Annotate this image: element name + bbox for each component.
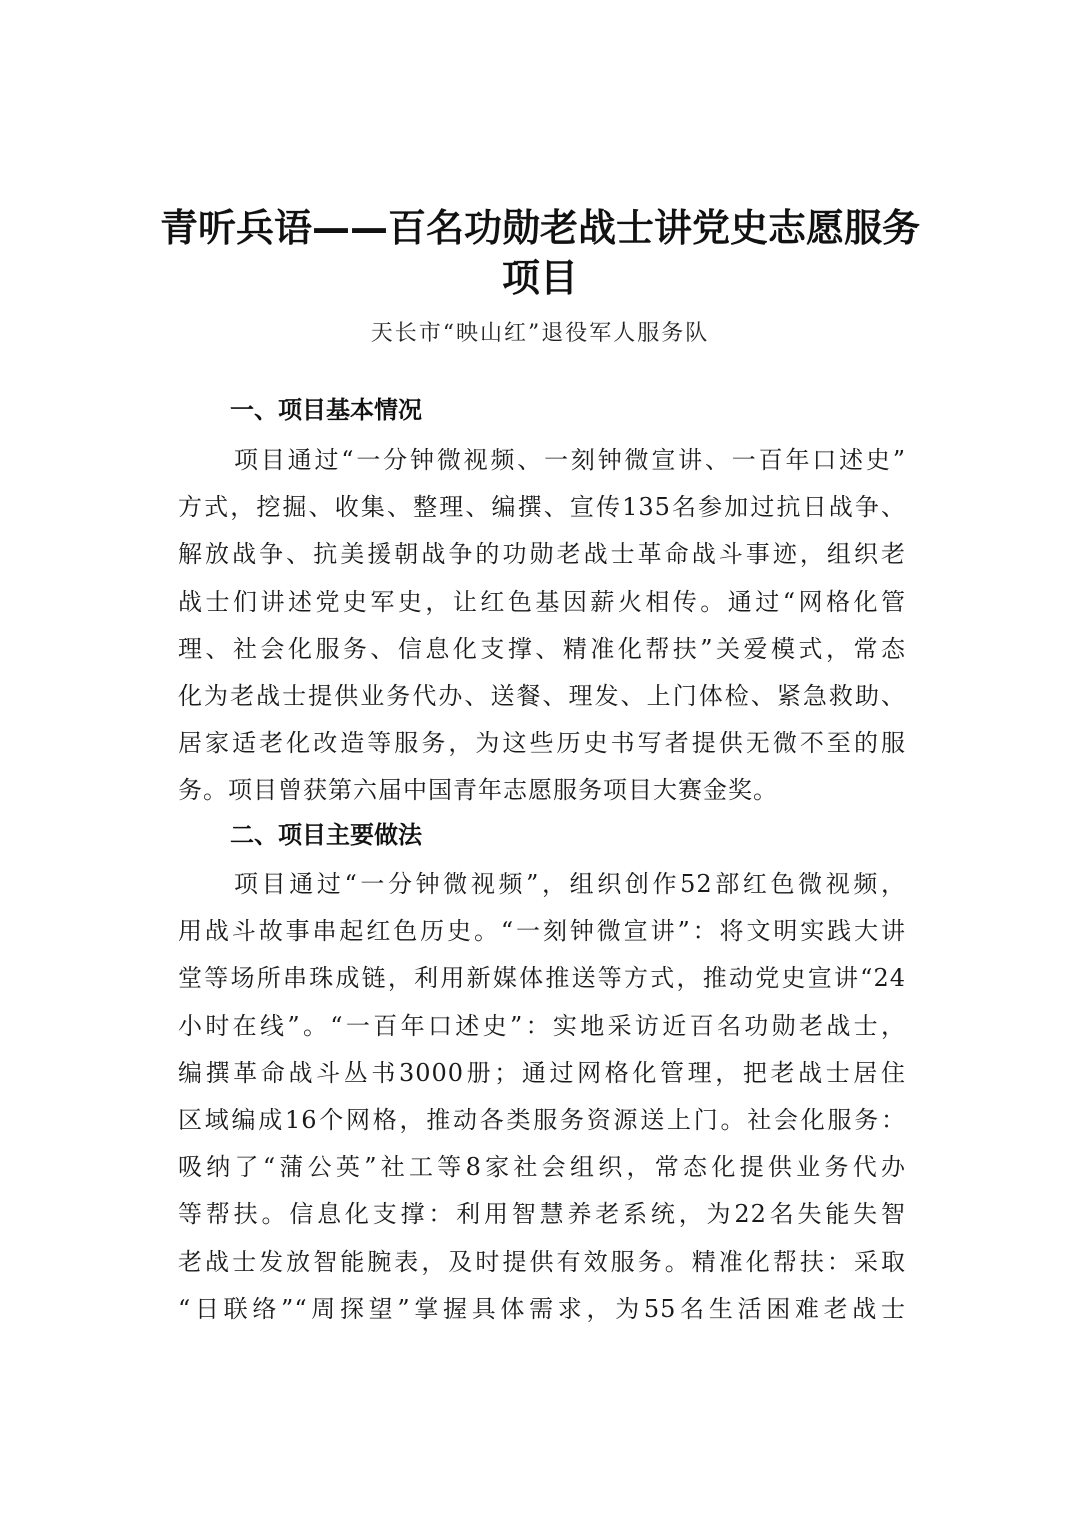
- paragraph-line: 项目通过“一分钟微视频、一刻钟微宣讲、一百年口述史”: [234, 446, 906, 474]
- document-subtitle: 天长市“映山红”退役军人服务队: [370, 321, 710, 346]
- document-title-line-2: 项目: [501, 256, 578, 300]
- section-paragraph-basic-info: [178, 437, 906, 815]
- paragraph-line: 方式，挖掘、收集、整理、编撰、宣传135名参加过抗日战争、: [178, 493, 906, 522]
- paragraph-line: 理、社会化服务、信息化支撑、精准化帮扶”关爱模式，常态: [178, 634, 906, 663]
- paragraph-line: 居家适老化改造等服务，为这些历史书写者提供无微不至的服: [178, 729, 906, 758]
- section-paragraph-main-practices: [178, 861, 906, 1333]
- paragraph-line: 小时在线”。“一百年口述史”：实地采访近百名功勋老战士，: [178, 1011, 906, 1040]
- paragraph-line: 吸纳了“蒲公英”社工等8家社会组织，常态化提供业务代办: [178, 1153, 906, 1182]
- section-heading-basic-info: 一、项目基本情况: [230, 396, 422, 424]
- document-title-line-1: 青听兵语——百名功勋老战士讲党史志愿服务: [159, 206, 920, 250]
- paragraph-line: 战士们讲述党史军史，让红色基因薪火相传。通过“网格化管: [178, 587, 906, 616]
- paragraph-line: “日联络”“周探望”掌握具体需求，为55名生活困难老战士: [178, 1294, 906, 1323]
- section-heading-main-practices: 二、项目主要做法: [230, 821, 422, 849]
- paragraph-line: 等帮扶。信息化支撑：利用智慧养老系统，为22名失能失智: [178, 1200, 906, 1229]
- paragraph-line: 解放战争、抗美援朝战争的功勋老战士革命战斗事迹，组织老: [178, 540, 906, 569]
- paragraph-line: 编撰革命战斗丛书3000册；通过网格化管理，把老战士居住: [178, 1058, 906, 1087]
- paragraph-line: 项目通过“一分钟微视频”，组织创作52部红色微视频，: [234, 870, 906, 898]
- paragraph-line: 务。项目曾获第六届中国青年志愿服务项目大赛金奖。: [178, 776, 778, 805]
- paragraph-line: 老战士发放智能腕表，及时提供有效服务。精准化帮扶：采取: [178, 1247, 906, 1276]
- paragraph-line: 化为老战士提供业务代办、送餐、理发、上门体检、紧急救助、: [178, 682, 906, 711]
- paragraph-line: 区域编成16个网格，推动各类服务资源送上门。社会化服务：: [178, 1106, 906, 1135]
- paragraph-line: 堂等场所串珠成链，利用新媒体推送等方式，推动党史宣讲“24: [178, 964, 906, 993]
- paragraph-line: 用战斗故事串起红色历史。“一刻钟微宣讲”：将文明实践大讲: [178, 917, 906, 946]
